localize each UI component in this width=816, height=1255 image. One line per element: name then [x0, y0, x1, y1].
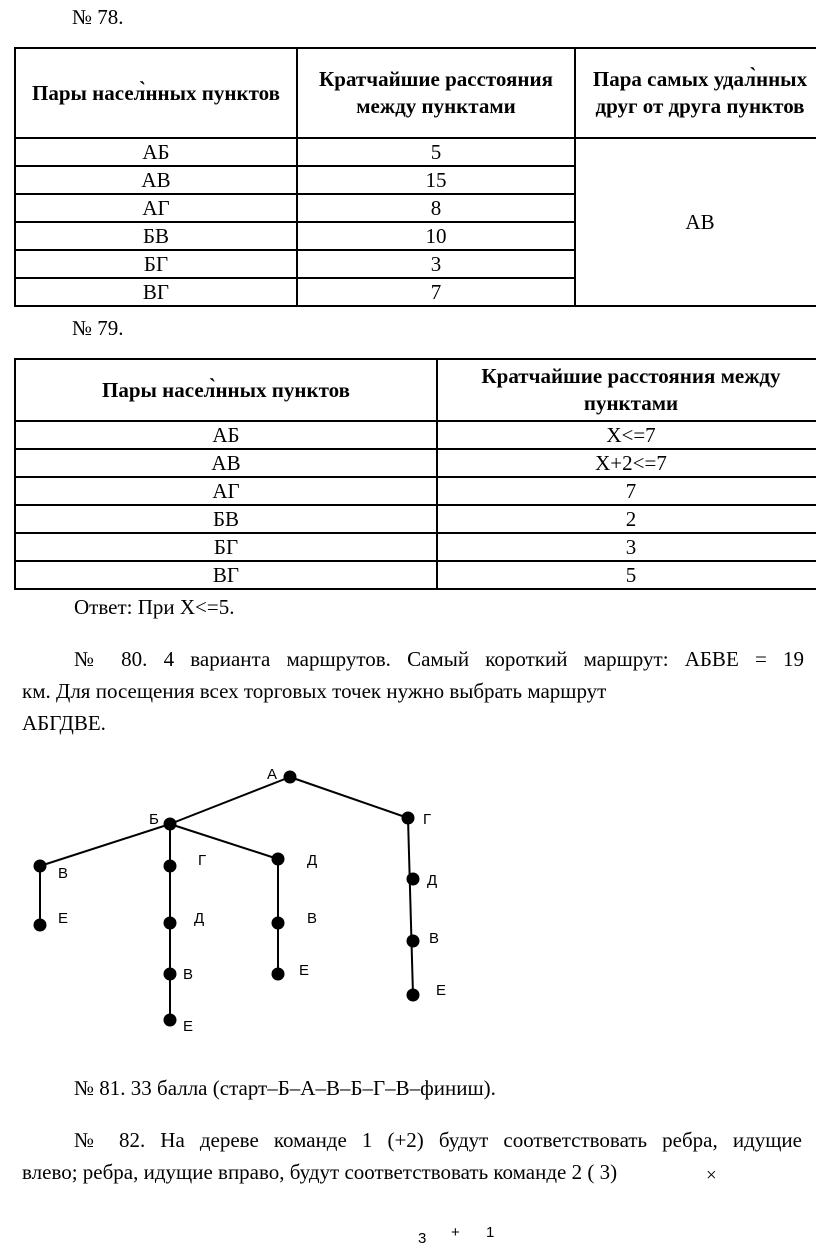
table-78-header-distances: Кратчайшие расстояния между пунктами	[297, 48, 575, 138]
node-b	[164, 818, 177, 831]
table-78	[14, 47, 816, 307]
label-g-d: Д	[427, 872, 438, 889]
node-g	[402, 812, 415, 825]
table-79	[14, 358, 816, 590]
table-79-dist: 3	[437, 533, 816, 561]
table-78-pair: БГ	[15, 250, 297, 278]
table-79-pair: АГ	[15, 477, 437, 505]
table-78-pair: АВ	[15, 166, 297, 194]
table-78-pair: АГ	[15, 194, 297, 222]
table-79-pair: БВ	[15, 505, 437, 533]
table-78-pair: БВ	[15, 222, 297, 250]
table-78-header-farthest: Пара самых удал̀нных друг от друга пунктов	[575, 48, 816, 138]
label-b-g-d: Д	[194, 910, 205, 927]
formula-3: 3	[418, 1230, 427, 1247]
node-b-g-d-v	[164, 968, 177, 981]
label-b-g-d-v: В	[183, 966, 194, 983]
p80-line3: АБГДВЕ.	[22, 711, 106, 735]
table-79-header-distances: Кратчайшие расстояния между пунктами	[437, 359, 816, 421]
label-g-d-v: В	[429, 930, 440, 947]
edge-a-b	[170, 777, 290, 824]
label-b-g: Г	[198, 852, 207, 869]
edge-a-g	[290, 777, 408, 818]
table-79-pair: АБ	[15, 421, 437, 449]
node-b-g-d	[164, 917, 177, 930]
heading-78: № 78.	[72, 5, 124, 29]
edge-b-d	[170, 824, 278, 859]
table-row	[15, 477, 816, 505]
edge-b-v	[40, 824, 170, 866]
table-78-pair: АБ	[15, 138, 297, 166]
table-78-dist: 3	[297, 250, 575, 278]
label-b: Б	[149, 811, 159, 828]
label-g-d-v-e: Е	[436, 982, 447, 999]
table-78-header-pairs: Пары насел̀нных пунктов	[15, 48, 297, 138]
table-row	[15, 533, 816, 561]
route-tree-diagram	[0, 755, 816, 1045]
table-78-dist: 15	[297, 166, 575, 194]
label-b-v: В	[58, 865, 69, 882]
formula-1: 1	[486, 1224, 495, 1241]
table-row	[15, 138, 816, 166]
table-79-pair: БГ	[15, 533, 437, 561]
heading-79: № 79.	[72, 316, 124, 340]
table-79-dist: 5	[437, 561, 816, 589]
p82-line2: влево; ребра, идущие вправо, будут соответствовать команде 2 ( 3)	[22, 1160, 618, 1184]
node-a	[284, 771, 297, 784]
node-b-g	[164, 860, 177, 873]
label-g: Г	[423, 811, 432, 828]
table-79-dist: 7	[437, 477, 816, 505]
label-b-d-v-e: Е	[299, 962, 310, 979]
table-79-dist: X<=7	[437, 421, 816, 449]
table-78-farthest: АВ	[575, 138, 816, 306]
node-g-d	[407, 873, 420, 886]
p82-line1: № 82. На дереве команде 1 (+2) будут соответствовать ребра, идущие	[74, 1128, 802, 1152]
times-sign: ×	[706, 1165, 717, 1186]
node-b-d	[272, 853, 285, 866]
table-row	[15, 421, 816, 449]
p81-line1: № 81. 33 балла (старт–Б–А–В–Б–Г–В–финиш).	[74, 1076, 496, 1100]
table-row	[15, 561, 816, 589]
node-b-g-d-v-e	[164, 1014, 177, 1027]
p80-line1: № 80. 4 варианта маршрутов. Самый короткий маршрут: АБВЕ = 19	[74, 647, 804, 671]
answer-79: Ответ: При X<=5.	[74, 595, 235, 619]
table-row	[15, 449, 816, 477]
label-b-d: Д	[307, 852, 318, 869]
edge-g-chain	[408, 818, 413, 995]
table-79-dist: 2	[437, 505, 816, 533]
table-79-pair: ВГ	[15, 561, 437, 589]
node-b-d-v-e	[272, 968, 285, 981]
table-78-dist: 7	[297, 278, 575, 306]
table-78-dist: 10	[297, 222, 575, 250]
label-b-g-d-v-e: Е	[183, 1018, 194, 1035]
table-79-pair: АВ	[15, 449, 437, 477]
node-g-d-v	[407, 935, 420, 948]
node-b-v	[34, 860, 47, 873]
label-b-v-e: Е	[58, 910, 69, 927]
table-79-header-pairs: Пары насел̀нных пунктов	[15, 359, 437, 421]
table-78-pair: ВГ	[15, 278, 297, 306]
table-79-dist: X+2<=7	[437, 449, 816, 477]
table-78-dist: 8	[297, 194, 575, 222]
node-b-v-e	[34, 919, 47, 932]
table-78-dist: 5	[297, 138, 575, 166]
node-g-d-v-e	[407, 989, 420, 1002]
p80-line2: км. Для посещения всех торговых точек нужно выбрать маршрут	[22, 679, 607, 703]
node-b-d-v	[272, 917, 285, 930]
formula-plus: +	[451, 1224, 460, 1241]
label-b-d-v: В	[307, 910, 318, 927]
label-a: А	[267, 766, 278, 783]
table-row	[15, 505, 816, 533]
